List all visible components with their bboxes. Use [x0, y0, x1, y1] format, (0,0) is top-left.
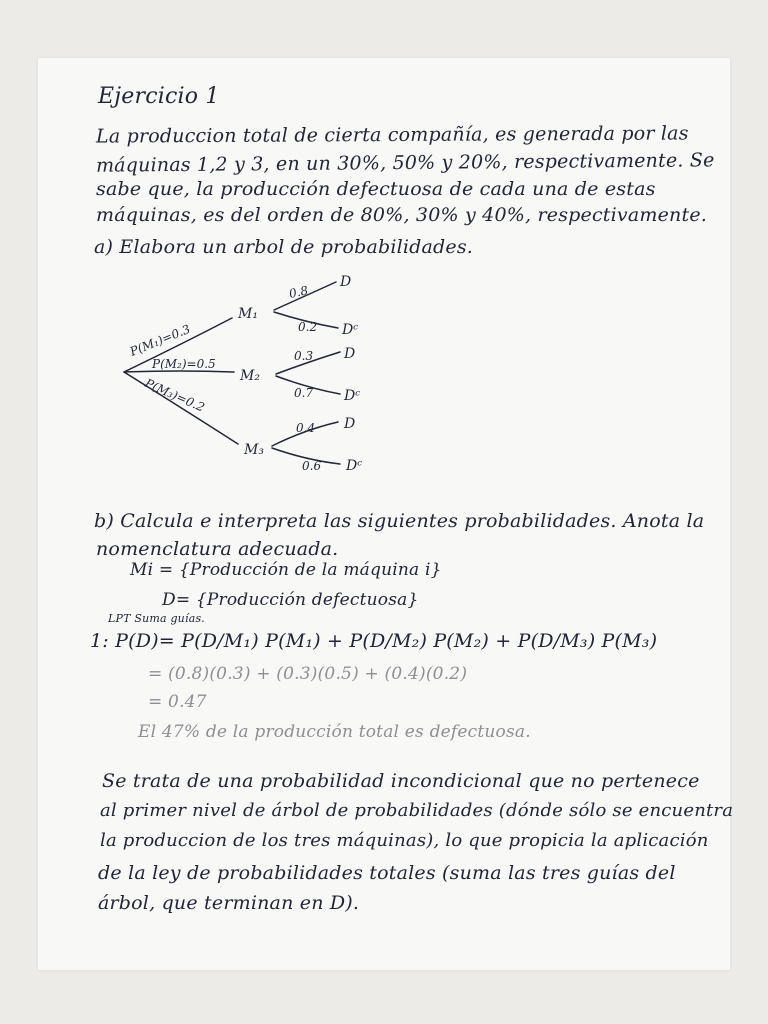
statement-line: máquinas, es del orden de 80%, 30% y 40%, respectivamente.	[96, 204, 707, 226]
prob-m2-dc: 0.7	[294, 386, 314, 400]
node-m1: M₁	[238, 306, 258, 322]
prob-m3-dc: 0.6	[302, 459, 322, 473]
event-m1-dc: Dᶜ	[342, 322, 359, 338]
prob-m1-d: 0.8	[287, 283, 310, 301]
node-m3: M₃	[244, 442, 264, 458]
branch-root-m3	[124, 372, 238, 444]
part-b-line: b) Calcula e interpreta las siguientes probabilidades. Anota la	[94, 510, 705, 532]
prob-m2-d: 0.3	[294, 349, 314, 363]
prob-label-m1: P(M₁)=0.3	[127, 321, 193, 359]
definition-mi: Mi = {Producción de la máquina i}	[130, 560, 442, 580]
exercise-title: Ejercicio 1	[98, 84, 220, 109]
prob-m3-d: 0.4	[296, 421, 316, 435]
branch-root-m2	[124, 371, 234, 372]
explanation-line: de la ley de probabilidades totales (suma las tres guías del	[98, 862, 676, 884]
note-lpt: LPT Suma guías.	[108, 612, 205, 625]
statement-line: máquinas 1,2 y 3, en un 30%, 50% y 20%, respectivamente. Se	[95, 149, 715, 177]
event-m2-d: D	[344, 346, 356, 362]
solution-interpretation: El 47% de la producción total es defectuosa.	[138, 722, 531, 742]
explanation-line: Se trata de una probabilidad incondicional que no pertenece	[102, 770, 700, 792]
event-m1-d: D	[340, 274, 352, 290]
event-m3-d: D	[344, 416, 356, 432]
explanation-line: la produccion de los tres máquinas), lo que propicia la aplicación	[100, 830, 709, 851]
explanation-line: al primer nivel de árbol de probabilidades (dónde sólo se encuentra	[100, 800, 734, 821]
prob-label-m2: P(M₂)=0.5	[152, 357, 216, 371]
solution-result: = 0.47	[148, 692, 207, 712]
definition-d: D= {Producción defectuosa}	[162, 590, 419, 610]
part-a-heading: a) Elabora un arbol de probabilidades.	[94, 236, 474, 258]
event-m2-dc: Dᶜ	[344, 388, 361, 404]
event-m3-dc: Dᶜ	[346, 458, 363, 474]
explanation-line: árbol, que terminan en D).	[98, 892, 360, 914]
node-m2: M₂	[240, 368, 260, 384]
part-b-line: nomenclatura adecuada.	[96, 538, 339, 560]
solution-formula: 1: P(D)= P(D/M₁) P(M₁) + P(D/M₂) P(M₂) + P(D/M₃) P(M₃)	[90, 630, 658, 652]
statement-line: sabe que, la producción defectuosa de cada una de estas	[96, 178, 656, 200]
prob-m1-dc: 0.2	[298, 320, 318, 334]
statement-line: La produccion total de cierta compañía, es generada por las	[95, 122, 689, 148]
prob-label-m3: P(M₃)=0.2	[142, 375, 207, 415]
solution-substitution: = (0.8)(0.3) + (0.3)(0.5) + (0.4)(0.2)	[148, 664, 468, 684]
